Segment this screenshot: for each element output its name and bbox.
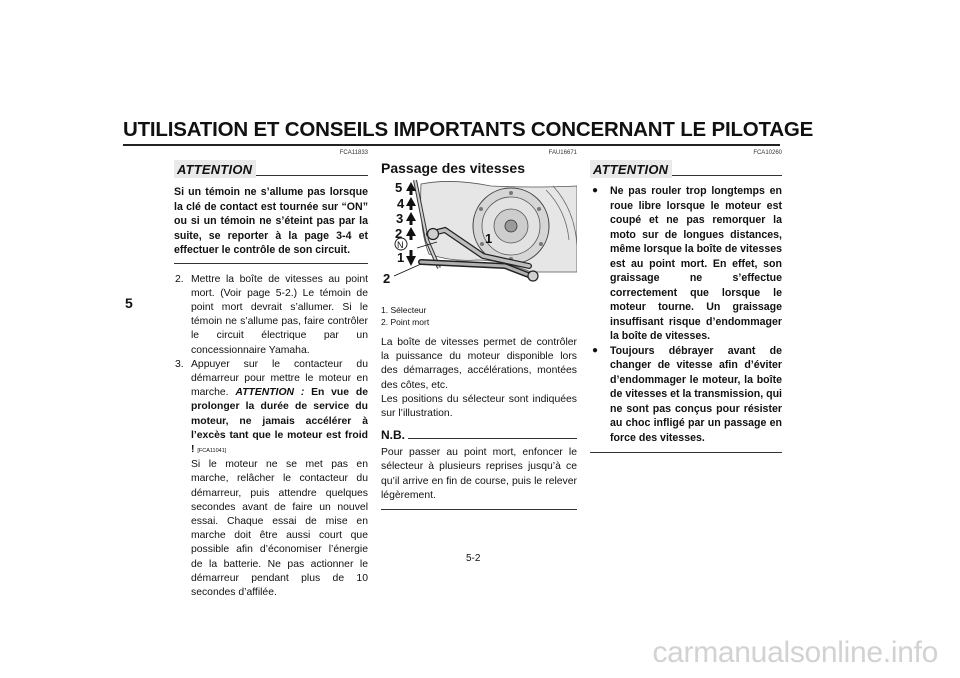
callout-1-label: 1 bbox=[485, 231, 493, 246]
reference-code: FCA11833 bbox=[339, 150, 368, 156]
paragraph-text: Les positions du sélecteur sont indiquées sur l’illustration. bbox=[381, 393, 577, 420]
note-end-rule bbox=[381, 509, 577, 510]
attention-bullets bbox=[590, 184, 782, 445]
inline-attention-label: ATTENTION : bbox=[235, 387, 305, 399]
list-item bbox=[590, 344, 782, 446]
bullet-icon: ● bbox=[592, 344, 599, 356]
header-rule bbox=[123, 144, 780, 146]
column-middle bbox=[381, 150, 577, 510]
step-number: 2. bbox=[175, 273, 184, 285]
reference-code: FCA10260 bbox=[753, 150, 782, 156]
step-number: 3. bbox=[175, 358, 184, 370]
page-header-title: UTILISATION ET CONSEILS IMPORTANTS CONCERNANT LE PILOTAGE bbox=[123, 118, 814, 141]
bullet-text: Toujours débrayer avant de changer de vitesse afin d’éviter d’endommager le moteur, la boîte de vitesses et la transmission, qui ne sont pas conçus pour résister au choc infligé par un passage en force des vitesses. bbox=[610, 344, 782, 444]
reference-code: FAU16671 bbox=[548, 150, 577, 156]
paragraph-text: La boîte de vitesses permet de contrôler la puissance du moteur disponible lors des démarrages, accélérations, montées des côtes, etc. bbox=[381, 337, 577, 391]
gear-4-label: 4 bbox=[397, 196, 405, 211]
attention-header bbox=[590, 160, 782, 178]
list-item bbox=[174, 273, 368, 358]
inline-attention-text: En vue de prolonger la durée de service du moteur, ne jamais accélérer à l’excès tant que le moteur est froid ! bbox=[191, 387, 368, 455]
attention-rule bbox=[672, 175, 782, 176]
column-right bbox=[590, 150, 782, 453]
steps-list bbox=[174, 273, 368, 601]
attention-label: ATTENTION bbox=[174, 160, 256, 178]
attention-end-rule bbox=[174, 263, 368, 264]
figure-captions bbox=[381, 304, 577, 328]
list-item bbox=[590, 184, 782, 344]
attention-rule bbox=[256, 175, 368, 176]
gear-1-label: 1 bbox=[397, 250, 405, 265]
note-text: Pour passer au point mort, enfoncer le sélecteur à plusieurs reprises jusqu’à ce qu’il arrive en fin de course, puis le relever légèrement. bbox=[381, 447, 577, 501]
bullet-icon: ● bbox=[592, 185, 599, 196]
note-label: N.B. bbox=[381, 428, 405, 443]
column-left bbox=[174, 150, 368, 600]
step-text: Appuyer sur le contacteur du démarreur pour mettre le moteur en marche. bbox=[191, 358, 368, 399]
note-rule bbox=[408, 438, 577, 439]
watermark-text: carmanualsonline.info bbox=[652, 636, 938, 669]
caption-item: 2. Point mort bbox=[381, 317, 430, 327]
step-text: Mettre la boîte de vitesses au point mort. (Voir page 5-2.) Le témoin de point mort devrait s’allumer. Si le témoin ne s’allume pas, faire contrôler le circuit électrique par un concessionnaire Yamaha. bbox=[191, 273, 368, 356]
caption-item: 1. Sélecteur bbox=[381, 305, 427, 315]
gear-5-label: 5 bbox=[395, 180, 403, 195]
neutral-label: N bbox=[397, 240, 404, 250]
attention-header bbox=[174, 160, 368, 178]
gear-shift-figure bbox=[381, 180, 577, 300]
chapter-tab: 5 bbox=[125, 295, 133, 311]
attention-text: Si un témoin ne s’allume pas lorsque la clé de contact est tournée sur “ON” ou si un témoin ne s’éteint pas par la suite, se reporter à la page 3-4 et effectuer le contrôle de son circuit. bbox=[174, 186, 368, 256]
engine-illustration bbox=[381, 180, 577, 300]
callout-2-label: 2 bbox=[383, 271, 391, 286]
gear-3-label: 3 bbox=[396, 211, 404, 226]
page-number: 5-2 bbox=[466, 553, 481, 564]
body-paragraph bbox=[381, 336, 577, 421]
gear-2-label: 2 bbox=[395, 226, 403, 241]
note-header bbox=[381, 428, 577, 442]
step-body bbox=[191, 358, 368, 600]
step-text-continued: Si le moteur ne se met pas en marche, relâcher le contacteur du démarreur, puis attendre quelques secondes avant de faire un nouvel essai. Chaque essai de mise en marche doit être aussi court que possible afin d’économiser l’énergie de la batterie. Ne pas actionner le démarreur pendant plus de 10 secondes d’affilée. bbox=[191, 459, 368, 598]
attention-label: ATTENTION bbox=[590, 160, 672, 178]
list-item bbox=[174, 358, 368, 600]
attention-end-rule bbox=[590, 452, 782, 453]
bullet-text: Ne pas rouler trop longtemps en roue libre lorsque le moteur est coupé et ne pas remorquer la moto sur de longues distances, même lorsque la boîte de vitesses est au point mort. En effet, son graissage ne s’effectue correctement que lorsque le moteur tourne. Un graissage insuffisant risque d’endommager la boîte de vitesses. bbox=[610, 185, 782, 342]
inline-reference-code: [FCA11041] bbox=[197, 447, 227, 454]
section-title: Passage des vitesses bbox=[381, 160, 525, 176]
